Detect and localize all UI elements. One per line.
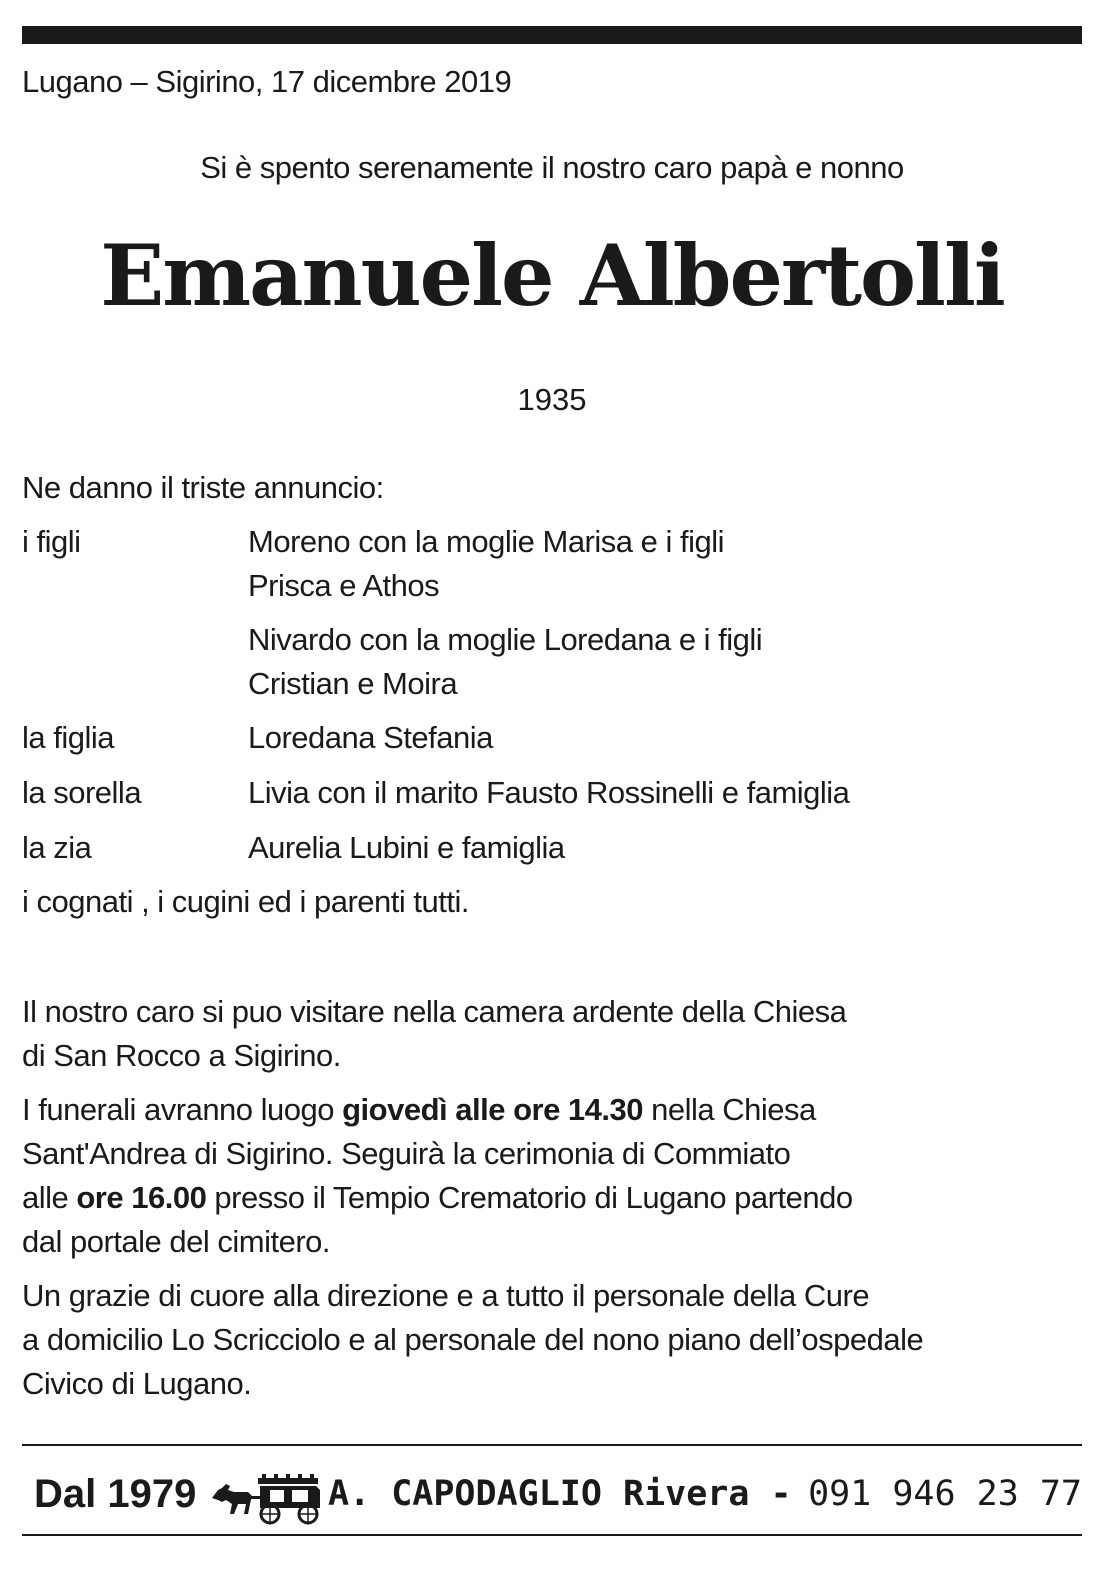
top-rule xyxy=(22,26,1082,44)
footer-bottom-rule xyxy=(22,1534,1082,1536)
place-date: Lugano – Sigirino, 17 dicembre 2019 xyxy=(22,64,512,99)
horse-carriage-icon xyxy=(208,1470,328,1526)
phone-number: 091 946 23 77 xyxy=(808,1474,1082,1514)
visit-paragraph: Il nostro caro si puo visitare nella camera ardente della Chiesa di San Rocco a Sigirino. xyxy=(22,994,847,1073)
funeral-paragraph xyxy=(22,1088,1022,1264)
announcement-heading: Ne danno il triste annuncio: xyxy=(22,470,384,505)
intro-line: Si è spento serenamente il nostro caro papà e nonno xyxy=(200,150,904,185)
relative-label: la sorella xyxy=(22,775,142,810)
funeral-day-time: giovedì alle ore 14.30 xyxy=(342,1092,644,1127)
since-year: Dal 1979 xyxy=(34,1472,197,1516)
birth-year: 1935 xyxy=(517,382,587,417)
relative-names: Livia con il marito Fausto Rossinelli e famiglia xyxy=(248,775,850,810)
commiato-time: ore 16.00 xyxy=(76,1180,207,1215)
relative-names: Nivardo con la moglie Loredana e i figli Cristian e Moira xyxy=(248,622,763,701)
funeral-text: I funerali avranno luogo xyxy=(22,1092,343,1127)
footer-top-rule xyxy=(22,1444,1082,1446)
funeral-home-footer xyxy=(22,1470,1082,1526)
thanks-paragraph: Un grazie di cuore alla direzione e a tutto il personale della Cure a domicilio Lo Scricciolo e al personale del nono piano dell’ospedale Civico di Lugano. xyxy=(22,1278,924,1401)
relative-names: Aurelia Lubini e famiglia xyxy=(248,830,565,865)
relative-names: Moreno con la moglie Marisa e i figli Prisca e Athos xyxy=(248,524,724,603)
closing-line: i cognati , i cugini ed i parenti tutti. xyxy=(22,884,469,919)
funeral-text: nella Chiesa Sant'Andrea di Sigirino. Seguirà la cerimonia di Commiato alle xyxy=(22,1092,816,1215)
relative-label: la zia xyxy=(22,830,92,865)
relative-label: i figli xyxy=(22,524,81,559)
funeral-home-name: A. CAPODAGLIO Rivera - xyxy=(328,1474,792,1514)
funeral-text: presso il Tempio Crematorio di Lugano partendo dal portale del cimitero. xyxy=(22,1180,853,1259)
deceased-name: Emanuele Albertolli xyxy=(100,226,1004,325)
relative-names: Loredana Stefania xyxy=(248,720,493,755)
relative-label: la figlia xyxy=(22,720,114,755)
